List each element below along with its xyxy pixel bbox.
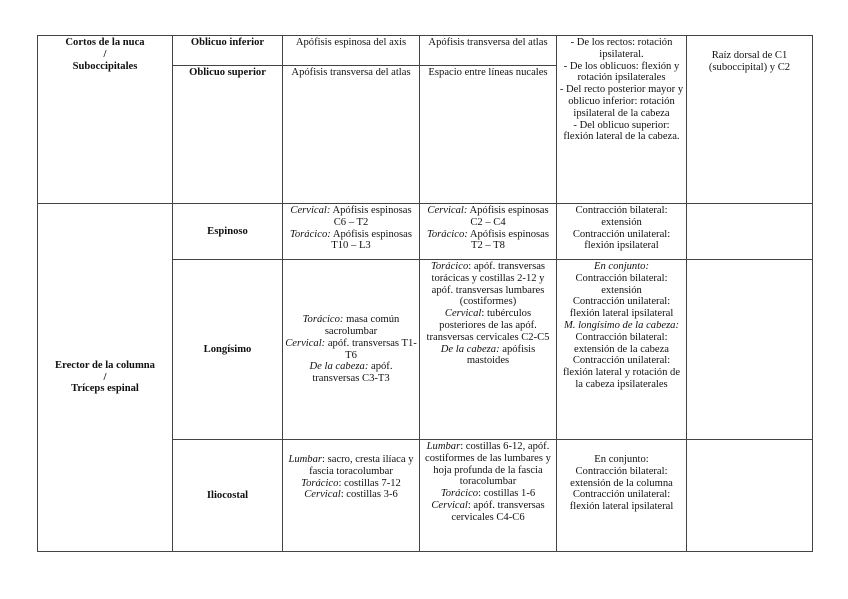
region-label: De la cabeza:: [440, 343, 500, 355]
action-line: - Del recto posterior mayor y oblicuo inferior: rotación ipsilateral de la cabeza: [559, 84, 684, 119]
insertion-cell: [420, 440, 557, 552]
insertion-text: : tubérculos posteriores de las apóf. transversas cervicales C2-C5: [426, 308, 550, 343]
action-line: En conjunto:: [594, 454, 649, 465]
region-label: Cervical: [431, 499, 468, 511]
origin-text: Apófisis espinosas T10 – L3: [330, 228, 413, 252]
group-separator: /: [103, 371, 107, 383]
action-line: Contracción bilateral: extensión: [575, 205, 668, 228]
origin-text: : costillas 3-6: [340, 489, 398, 501]
region-label: Torácico:: [426, 228, 468, 240]
group-alt-name: Tríceps espinal: [71, 383, 139, 395]
innervation-cell: [687, 260, 813, 440]
group-name: Erector de la columna: [55, 359, 155, 371]
region-label: Cervical:: [285, 337, 326, 349]
action-line: Contracción unilateral: flexión lateral y rotación de la cabeza ipsilaterales: [562, 355, 681, 390]
insertion-text: apófisis mastoides: [466, 343, 536, 367]
region-label: Lumbar: [288, 454, 323, 465]
muscle-name: Iliocostal: [173, 440, 283, 552]
insertion-cell: Espacio entre líneas nucales: [420, 66, 557, 204]
action-line: Contracción unilateral: flexión lateral ipsilateral: [569, 489, 674, 513]
origin-cell: [283, 260, 420, 440]
origin-cell: [283, 204, 420, 260]
action-line: Contracción bilateral: extensión de la columna: [570, 465, 673, 489]
action-line: - Del oblicuo superior: flexión lateral de la cabeza.: [563, 119, 680, 143]
region-label: Cervical:: [290, 205, 331, 216]
insertion-text: : apóf. transversas cervicales C4-C6: [451, 499, 545, 523]
origin-text: : sacro, cresta ilíaca y fascia toracolumbar: [309, 454, 414, 477]
region-label: Torácico:: [289, 228, 331, 240]
action-line: Contracción bilateral: extensión de la cabeza: [574, 331, 669, 355]
action-line: Contracción unilateral: flexión lateral ipsilateral: [569, 296, 674, 320]
muscle-table: [37, 35, 813, 552]
group-name: Cortos de la nuca: [65, 37, 145, 48]
action-cell: [557, 204, 687, 260]
origin-text: masa común sacrolumbar: [324, 314, 400, 337]
group-alt-name: Suboccipitales: [72, 60, 138, 72]
action-heading: M. longísimo de la cabeza:: [563, 319, 680, 331]
action-line: - De los rectos: rotación ipsilateral.: [570, 37, 673, 60]
region-label: Torácico: [440, 488, 479, 500]
table-row: [38, 36, 813, 66]
insertion-text: Apófisis espinosas C2 – C4: [467, 205, 549, 228]
action-line: Contracción unilateral: flexión ipsilateral: [572, 228, 671, 252]
innervation-text: Raíz dorsal de C1 (suboccipital) y C2: [708, 50, 791, 73]
insertion-text: : apóf. transversas torácicas y costillas 2-12 y apóf. transversas lumbares (costiformes): [431, 261, 546, 308]
region-label: Torácico: [301, 477, 339, 489]
innervation-cell: [687, 440, 813, 552]
region-label: De la cabeza:: [309, 361, 369, 373]
insertion-cell: [420, 204, 557, 260]
region-label: Lumbar: [426, 441, 461, 452]
muscle-name: Longísimo: [173, 260, 283, 440]
region-label: Cervical: [304, 489, 341, 501]
insertion-cell: [420, 260, 557, 440]
table-row: [38, 204, 813, 260]
group-separator: /: [103, 48, 107, 60]
group-cell-erector: [38, 204, 173, 552]
insertion-text: : costillas 1-6: [478, 488, 536, 500]
origin-text: Apófisis espinosas C6 – T2: [330, 205, 412, 228]
origin-text: : costillas 7-12: [338, 477, 401, 489]
insertion-cell: Apófisis transversa del atlas: [420, 36, 557, 66]
group-cell-suboccipitales: [38, 36, 173, 204]
muscle-name: Oblicuo inferior: [173, 36, 283, 66]
action-cell: [557, 440, 687, 552]
innervation-cell: [687, 36, 813, 204]
action-heading: En conjunto:: [593, 261, 650, 272]
region-label: Cervical: [444, 308, 482, 320]
insertion-text: : costillas 6-12, apóf. costiformes de las lumbares y hoja profunda de la fascia toracolumbar: [425, 441, 551, 488]
origin-text: apóf. transversas T1-T6: [325, 337, 417, 361]
origin-cell: Apófisis transversa del atlas: [283, 66, 420, 204]
origin-text: apóf. transversas C3-T3: [312, 361, 393, 385]
origin-cell: [283, 440, 420, 552]
action-cell: [557, 36, 687, 204]
muscle-name: Espinoso: [173, 204, 283, 260]
insertion-text: Apófisis espinosas T2 – T8: [467, 228, 550, 252]
action-cell: [557, 260, 687, 440]
action-line: - De los oblicuos: flexión y rotación ipsilaterales: [563, 60, 680, 84]
region-label: Cervical:: [427, 205, 468, 216]
muscle-name: Oblicuo superior: [173, 66, 283, 204]
action-line: Contracción bilateral: extensión: [575, 272, 668, 296]
region-label: Torácico:: [302, 314, 344, 326]
innervation-cell: [687, 204, 813, 260]
region-label: Torácico: [430, 261, 469, 272]
origin-cell: Apófisis espinosa del axis: [283, 36, 420, 66]
